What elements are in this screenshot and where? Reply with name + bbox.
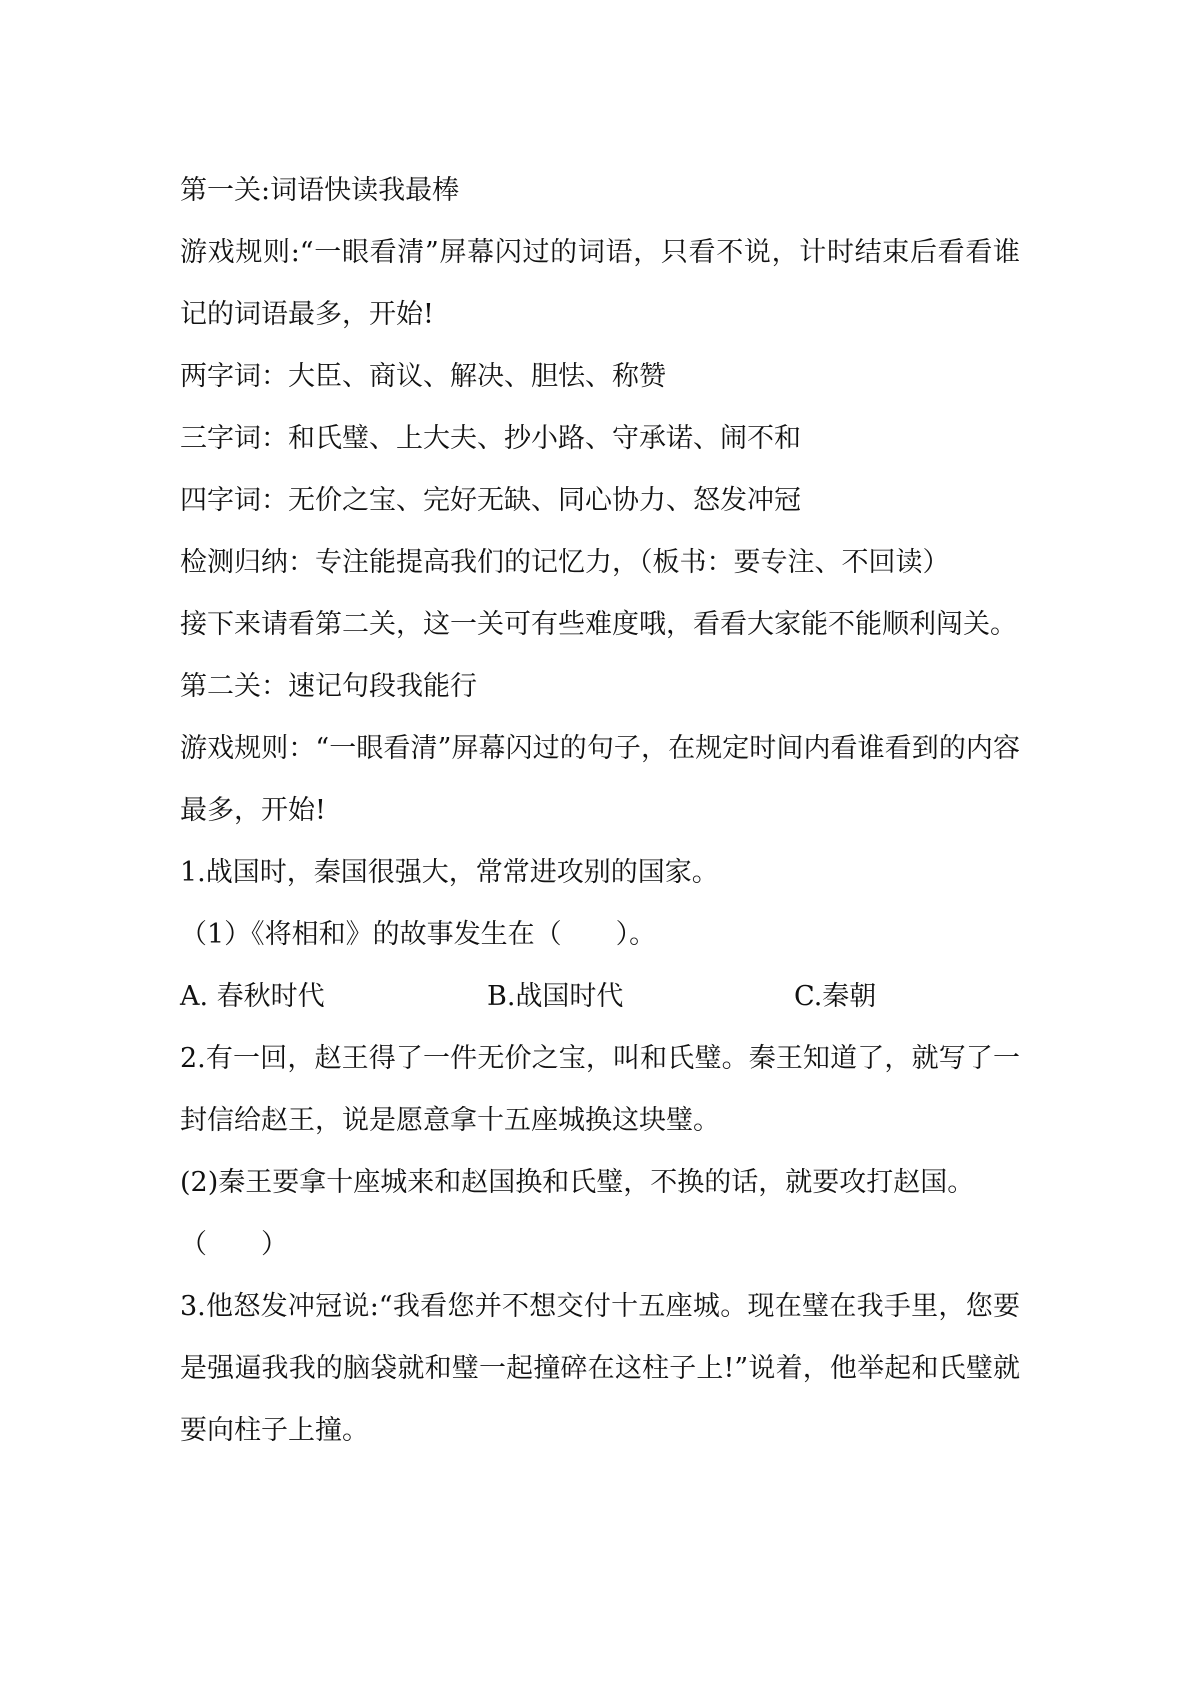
three-char-words: 三字词：和氏璧、上大夫、抄小路、守承诺、闹不和 — [180, 423, 801, 454]
document-page — [180, 160, 1020, 1462]
level1-transition: 接下来请看第二关，这一关可有些难度哦，看看大家能不能顺利闯关。 — [180, 609, 1017, 640]
sentence-1: 1.战国时，秦国很强大，常常进攻别的国家。 — [180, 857, 719, 888]
sentence-3: 3.他怒发冲冠说:“我看您并不想交付十五座城。现在璧在我手里，您要是强逼我我的脑袋就和璧一起撞碎在这柱子上!”说着，他举起和氏璧就要向柱子上撞。 — [180, 1291, 1020, 1446]
level1-title: 第一关:词语快读我最棒 — [180, 175, 460, 206]
option-c: C.秦朝 — [794, 981, 877, 1012]
level2-title: 第二关：速记句段我能行 — [180, 671, 477, 702]
sentence-2: 2.有一回，赵王得了一件无价之宝，叫和氏璧。秦王知道了，就写了一封信给赵王，说是愿意拿十五座城换这块璧。 — [180, 1043, 1020, 1136]
two-char-words: 两字词：大臣、商议、解决、胆怯、称赞 — [180, 361, 666, 392]
level2-rules: 游戏规则：“一眼看清”屏幕闪过的句子，在规定时间内看谁看到的内容最多，开始! — [180, 733, 1020, 826]
four-char-words: 四字词：无价之宝、完好无缺、同心协力、怒发冲冠 — [180, 485, 801, 516]
question-1: （1）《将相和》的故事发生在（ ）。 — [180, 919, 657, 950]
option-a: A. 春秋时代 — [180, 981, 325, 1012]
level1-rules: 游戏规则:“一眼看清”屏幕闪过的词语，只看不说，计时结束后看看谁记的词语最多，开始! — [180, 237, 1020, 330]
option-b: B.战国时代 — [487, 981, 624, 1012]
level1-summary: 检测归纳：专注能提高我们的记忆力，（板书：要专注、不回读） — [180, 547, 950, 578]
question-2: (2)秦王要拿十座城来和赵国换和氏璧，不换的话，就要攻打赵国。 — [180, 1167, 975, 1198]
question-1-options — [180, 966, 1020, 1028]
question-2-blank: （ ） — [180, 1229, 288, 1260]
